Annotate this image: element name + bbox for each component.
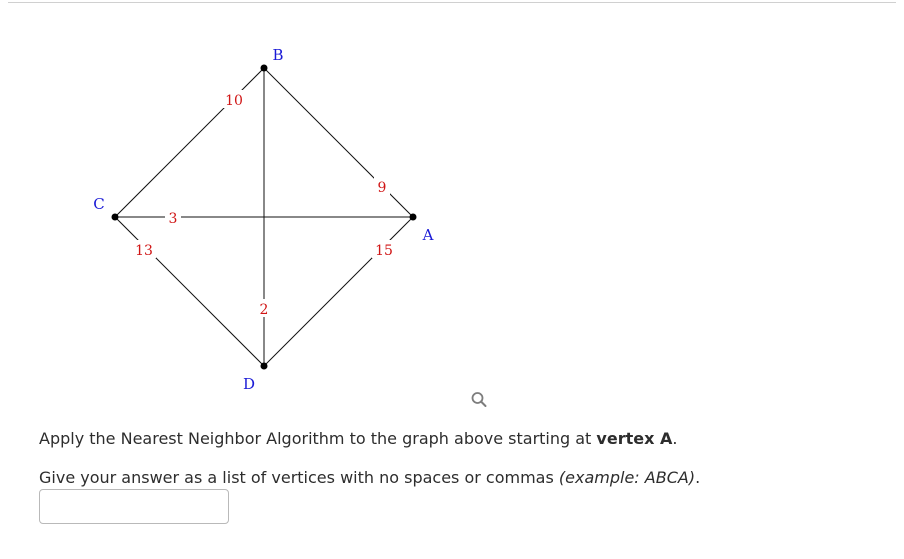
vertex-dot-d (261, 363, 268, 370)
vertex-label-a: A (422, 226, 434, 244)
edge-a-d (264, 217, 413, 366)
vertex-dot-a (410, 214, 417, 221)
question-instruction-text: Apply the Nearest Neighbor Algorithm to the graph above starting at (39, 429, 597, 448)
question-instruction-end: . (672, 429, 678, 448)
weight-a-d: 15 (375, 243, 393, 259)
vertex-label-b: B (272, 46, 284, 64)
weight-b-d: 2 (259, 302, 269, 318)
magnifier-icon[interactable] (469, 390, 489, 410)
weight-a-c: 3 (168, 211, 178, 227)
vertex-label-d: D (242, 375, 256, 393)
edge-a-b (264, 68, 413, 217)
vertex-dot-c (112, 214, 119, 221)
answer-example-text: (example: ABCA) (558, 468, 696, 487)
edge-c-d (115, 217, 264, 366)
graph-edges (115, 68, 413, 366)
weight-b-c: 10 (225, 93, 243, 109)
weight-a-b: 9 (377, 180, 387, 196)
start-vertex-text: vertex A (596, 429, 673, 448)
answer-format-text: Give your answer as a list of vertices with no spaces or commas (39, 468, 559, 487)
answer-format-end: . (695, 468, 701, 487)
graph-vertices (93, 46, 433, 393)
weight-c-d: 13 (135, 243, 153, 259)
answer-format-instruction (39, 468, 700, 488)
vertex-label-c: C (93, 195, 105, 213)
question-instruction (39, 429, 677, 449)
answer-input[interactable] (39, 489, 229, 524)
vertex-dot-b (261, 65, 268, 72)
